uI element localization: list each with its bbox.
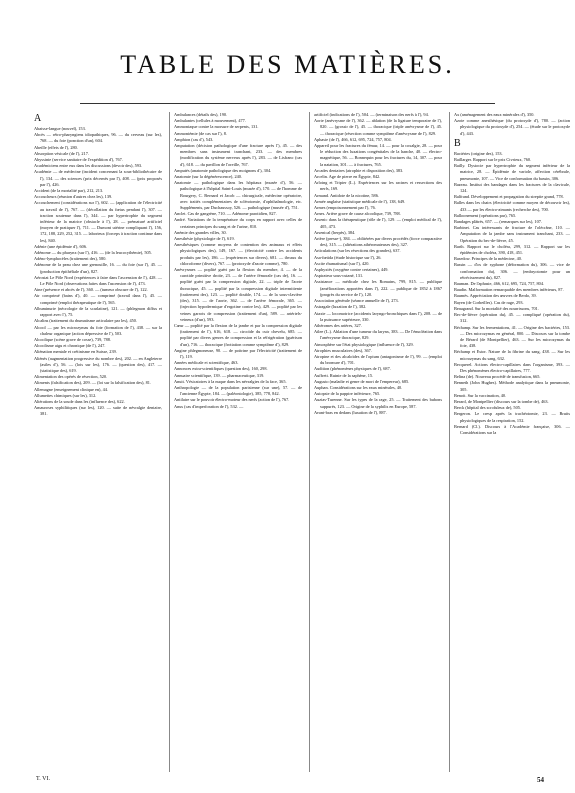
index-entry: Anémie des grandes villes, 30.: [174, 229, 227, 235]
index-entry: Aérostat Le Pôle Nord (expériences à faire dans l'ascension de l'), 428. — Le Pôle Nord (observations faites dans l'ascension de l'), 473.: [34, 274, 162, 287]
index-entry: Arnes. Artère grave de cause alcoolique, 739, 788.: [314, 211, 401, 217]
index-entry: Azote comme anesthésique (du protoxyde d'), 780. — (action physiologique du protoxyde d'), 254. — (étude sur le protoxyde d'), 443.: [454, 118, 570, 136]
index-entry: Bauman. De l'aphasie, 466, 612, 695, 724, 757, 804.: [454, 281, 545, 287]
index-entry: Alcoolisme aigu et chronique (de l'), 247.: [34, 343, 106, 349]
index-entry: Aliments (falsification des), 209. — (loi sur la falsification des), 81.: [34, 380, 151, 386]
index-entry: Anclet. Cas de gangrène, 710. — Adénome parotidien, 827.: [174, 211, 277, 217]
index-entry: Bergeron. Le cresp après la trachéotomie, 23. — Bruits physiologiques de la respiration, 152.: [454, 411, 570, 423]
index-entry: Amputation (décision pathologique d'une fracture après l'), 45. — des membres sans instrument tranchant, 233. — des membres (modification du système nerveux après l'), 283. — de Lisfranc (cas d'), 618. — du pavillon de l'oreille, 767.: [174, 143, 302, 167]
index-entry: Auffrett. Ruinie de la saphène, 15.: [314, 372, 374, 378]
index-entry: Allumettes chimiques (sur les), 312.: [34, 392, 97, 398]
index-entry: Barbinet. Cas intéressants de fracture de l'olécrâne, 110. — Amputation de la jambe sans instrument tranchant, 233. — Opération du bec-de-lièvre, 45.: [454, 225, 570, 243]
index-entry: Accoucheurs (réunion d'autres chez les), 139.: [34, 194, 113, 200]
index-entry: Allemagne (enseignement clinique en), 44.: [34, 386, 108, 392]
index-entry: Bernard (Cl.). Discours à l'Académie française, 306. — Considérations sur la: [454, 423, 570, 435]
index-entry: Athéromes des artères, 327.: [314, 322, 362, 328]
index-entry: Aliénation mentale et crétinisme en Suisse, 239.: [34, 349, 117, 355]
index-entry: Aspirateur sous-cutané, 131.: [314, 273, 364, 279]
index-column-1: [34, 112, 162, 772]
index-entry: Becquerel. Actions électro-capillaires dans l'organisme, 393. — Des phénomènes électro-capillaires, 777.: [454, 361, 570, 373]
index-entry: Balfrand. Développement et propagation du streptie grand, 778.: [454, 194, 564, 200]
index-entry: Benneth (John Hughes). Méthode analytique dans la pneumonie, 305.: [454, 380, 570, 392]
index-entry: Anévrysmes — poplité guéri par la flexion du membre, 4. — de la carotide primitive droite, 23. — de l'artère fémorale (cas de), 16. — poplité guéri par la compression digitale, 22. — triple de l'aorte thoracique, 45. — poplité par la compression digitale intermittente (traitement des), 123. — poplité double, 174. — de la sous-clavière (des), 315. — de l'aorte, 362. — de l'artère fémorale, 365. — (injection hypodermique d'ergotine contre les), 429. — poplité par les veines garrots de compression (traitement d'un), 589. — artériels-veineux (d'un), 593.: [174, 267, 302, 322]
index-entry: Balles dans les chairs (électricité comme moyen de découvrir les), 433 — par les électro-aimants (recherche des), 700.: [454, 200, 570, 212]
index-entry: Ax (aménagement des eaux minérales d'), 350.: [454, 112, 535, 117]
index-entry: Absorption vésicale (de l'), 217.: [34, 150, 89, 156]
index-entry: Armes (empoisonnement par l'), 76.: [314, 205, 376, 211]
index-entry: Angine phlegmoneuse, 90. — de poitrine par l'électricité (traitement de l'), 119.: [174, 347, 302, 359]
index-entry: Amputés (anatomie pathologique des moignons d'), 304.: [174, 167, 272, 173]
index-entry: Anatomie — pathologique dans les hôpitaux (musée d'), 56. — pathologique à l'hôpital Saint-Louis (musée d'), 170. — de l'homme de Bourgery, C. Bernard et Jacob — chirurgicale, médecine opératoire, avec traités complémentaires de sclérotomie, d'ophthalmologie, etc. Suppléments, par Duchaussoy, 526. — pathologique (musée d'), 751.: [174, 180, 302, 211]
index-entry: André. Variations de la température du corps en rapport avec celles de certaines principes du sang et de l'urine, 810.: [174, 217, 302, 229]
index-entry: Benoit. Sur la vaccination, 40.: [454, 392, 507, 398]
index-entry: Basedow. Principes de la médecine, 40.: [454, 256, 522, 262]
index-entry: Ammoniémie (de cas sur l'), 8.: [174, 130, 227, 136]
index-entry: Adéno-lymphocèles (traitement des), 580.: [34, 256, 107, 262]
index-entry: Amphion (cas d'), 543.: [174, 136, 214, 142]
index-entry: Ataxie — locomotrice (accidents laryngo-bronchiques dans l'), 208. — de la puissance supérieure, 330.: [314, 310, 442, 322]
index-entry: Beaugrand. Sur la mortalité des nourrissons, 701.: [454, 305, 539, 311]
column-divider: [449, 112, 450, 772]
index-entry: Abaisse-langue (nouvel), 153.: [34, 126, 86, 131]
section-letter: B: [454, 137, 461, 149]
index-entry: Baumès. Appréciation des œuvres de Berdo, 39.: [454, 293, 537, 299]
index-entry: Anus (cas d'imperforation de l'), 532. —: [174, 403, 244, 409]
index-entry: Berck (hôpital des scrofuleux de), 505.: [454, 405, 521, 411]
index-entry: Adénome — du pharynx (sur l'), 416. — (de la leucocythémie), 505.: [34, 250, 152, 256]
index-entry: Alimentation des opérés de résection, 520.: [34, 374, 108, 380]
index-entry: Annonces extra-scientifiques (question des), 160, 298.: [174, 366, 268, 372]
index-entry: Arloing et Tripier (L.). Expériences sur les racines et ressections des nerfs, 169.: [314, 180, 442, 192]
index-entry: Balloonement (opérations par), 765.: [454, 212, 517, 218]
column-divider: [309, 112, 310, 772]
index-entry: Ammoniaque contre la morsure de serpents, 131.: [174, 124, 259, 130]
index-entry: Asphyxiés (oxygène contre certaines), 449.: [314, 267, 389, 273]
index-entry: Aine (présence et abcès de l'), 360. — (tumeur obscure de l'), 122.: [34, 287, 148, 293]
index-entry: Avant-bras en dedans (luxation de l'), 887.: [314, 409, 387, 415]
index-entry: Académiciens entre eux dans les discussions (devoir des), 593.: [34, 163, 143, 169]
index-entry: Baillarger. Rapport sur le prix Civrieux, 760.: [454, 157, 532, 163]
index-entry: Aliénés (augmentation progressive du nombre des), 202. — en Angleterre (asiles d'), 56. — (lois sur les), 176. — (question des), 417. — (statistique des), 619.: [34, 355, 162, 373]
index-entry: Bassin — d'os de syphone (déformation du), 306. — vice de conformation du), 306. — (embryotomie pour un rétrécissement du), 827.: [454, 262, 570, 280]
index-entry: Adénie (une épidémie d'), 606.: [34, 243, 88, 249]
title-rule: [80, 103, 495, 104]
index-entry: Anatomie (sur la dégénérescence), 240.: [174, 174, 243, 180]
index-entry: Atlee (L.). Ablation d'une tumeur du larynx, 383. — De l'énucléation dans l'anévrysme thoracique, 829.: [314, 329, 442, 341]
index-entry: Anuit. Vésicatoires à la nuque dans les névralgies de la face, 365.: [174, 378, 287, 384]
index-entry: Annuaire scientifique, 139. — pharmaceutique, 319.: [174, 372, 265, 378]
index-entry: Atrophies musculaires (des), 367.: [314, 347, 372, 353]
index-entry: Académie — de médecine (incident concernant la sous-bibliothécaire de l'), 134. — des sciences (prix décernés par l'), 408. — (prix proposés par l'), 426.: [34, 169, 162, 187]
index-entry: Auphan. Considérations sur les eaux minérales, 40.: [314, 384, 403, 390]
index-entry: Anesthésie (physiologie de l'), 619.: [174, 236, 235, 242]
index-entry: Asa-fœtida (étude historique sur l'), 26.: [314, 254, 382, 260]
index-entry: Béchamp et Estor. Nature de la fibrine du sang, 438. — Sur les microzymas du sang, 632.: [454, 349, 570, 361]
index-entry: Abyssinie (service sanitaire de l'expédition d'), 767.: [34, 157, 123, 163]
page-number: 54: [537, 776, 544, 784]
index-entry: Arsenical (herpès), 384.: [314, 229, 356, 235]
index-entry: Bailly. Dystocie par hypertrophie du segment inférieur de la matrice, 28. — Épidémie de variole, affection cérébrale, pneumonie, 107. — Vice de conformation du bassin, 306.: [454, 163, 570, 181]
index-entry: Alcalins (traitement du rhumatisme articulaire par les), 450.: [34, 318, 137, 324]
index-entry: Ascite rhumatismal (sur l'), 420.: [314, 260, 370, 266]
index-entry: Astragale (luxation de l'), 382.: [314, 304, 367, 310]
index-entry: Accouchement (considérations sur l'), 602. — (application de l'électricité au travail de l'), 767. — (décollation du fœtus pendant l'), 307. — traction soutenue dans l'), 344. — par hypertrophie du segment inférieur de la matrice (obstacle à l'), 28. — prématuré artificiel (moyen de pratiquer l'), 711. — Dumont utérine compliquant l'), 156, 172, 188, 229, 252, 315. — laborieux (forceps à traction continue dans les), 840.: [34, 200, 162, 243]
index-entry: Bazeau. Institut des bandages dans les fractures de la clavicule, 124.: [454, 181, 570, 194]
index-entry: artificiel (indications de l'), 504. — (terminaison des nerfs à l'), 94.: [314, 112, 429, 117]
index-entry: Autopsie de la pappire inférieure, 765.: [314, 391, 381, 397]
index-entry: Bandages plâtrés, 657. — (remarques sur les), 107.: [454, 219, 542, 225]
index-entry: Arcelin. Age de pierre en Égypte, 842.: [314, 174, 381, 180]
volume-label: T. VI.: [36, 776, 50, 782]
index-entry: Antilaire sur le pouvoir électro-moteur des nerfs (action de l'), 767.: [174, 397, 290, 403]
index-entry: Abcès — rétro-pharyngiens idiopathiques, 96. — du cerveau (sur les), 768. — du foie (ponction d'un), 604.: [34, 132, 162, 144]
index-entry: Abeille (effets de l'), 280.: [34, 144, 78, 150]
index-entry: Baudin. Malformation remarquable des membres inférieurs, 87.: [454, 287, 564, 293]
index-column-3: [314, 112, 442, 772]
index-entry: Augusto (maladie et genre de mort de l'empereur), 685.: [314, 378, 410, 384]
index-entry: Albuminurie (nécrologie de la scarlatine), 121. — (phlegmon diffus et rapport avec l'), 75.: [34, 305, 162, 318]
index-entry: Assistance — médicale chez les Romains, 799, 815. — publique (améliorations apportées dans l'), 222. — publique de 1852 à 1867 (progrès du service de l'), 120.: [314, 279, 442, 297]
index-entry: Altérations de la soude dans les (influence des), 622.: [34, 398, 125, 404]
index-entry: Articulations (sur les résections des grandes), 637.: [314, 248, 401, 254]
index-entry: Anthropologie — de la population parisienne (sur une), 57. — de l'ancienne Égypte, 184. — (paléontologie), 385, 778, 842.: [174, 384, 302, 397]
index-entry: Association générale (séance annuelle de l'), 273.: [314, 298, 399, 304]
index-entry: Bactéries (origine des), 153.: [454, 150, 503, 156]
index-entry: Amauroses syphilitiques (sur les), 120. — suite de névralgie dentaire, 381.: [34, 405, 162, 417]
index-entry: Barth. Rapport sur le choléra, 299, 312. — Rapport sur les épidémies de choléra, 390, 418, 451.: [454, 243, 570, 256]
index-entry: Alcoolique (scène grave de cosse), 739, 788.: [34, 336, 111, 342]
index-entry: Bayen (de Corbeilles). Cas de rage, 293.: [454, 299, 524, 305]
index-entry: Air comprimé (bains d'), 40. — comprimé (travail dans l'), 45. — comprimé (emploi thérapeutique de l'), 565.: [34, 293, 162, 305]
index-entry: Appareil pour les fractures du fémur, 14. — pour la coxalgie, 28. — pour le réduction des luxations congénitales de la hanche, 40. — électro-magnétique, 56. — Bonnequin pour les fractures du, 14, 307. — pour la natation, 301. — à fractures, 765.: [314, 143, 442, 167]
index-entry: Adénome de la peau chez une grenouille, 16. — du foie (sur l'), 45. — (production épithéliale d'un), 827.: [34, 262, 162, 274]
index-column-4: [454, 112, 570, 772]
index-entry: Atmosphère sur l'état physiologique (influence de l'), 329.: [314, 341, 414, 347]
index-entry: Béchamp. Sur les fermentations, 41. — Origine des bactéries, 153. — Des microzymas en général, 800. — Discours sur la tombe de Bérard (de Montpellier), 463. — Sur les microzymas du foie, 438.: [454, 324, 570, 349]
index-entry: Belina (de). Nouveau procédé de transfusion, 665.: [454, 374, 541, 380]
index-entry: Aorte (anévrysme de l'), 362. — ablation (de la ligature temporaire de l'), 820. — (grossir de l'), 45. — thoracique (triple anévrysme de l'), 45. — thoracique (résection comme symptôme d'anévrysme de l'), 829.: [314, 118, 442, 136]
index-entry: Bec-de-lièvre (opération du), 45. — compliqué (opération du), 312.: [454, 312, 570, 324]
index-entry: Armée anglaise (statistique médicale de l'), 138, 649.: [314, 198, 406, 204]
index-entry: Auzias-Turenne. Sur les types de la rage, 25. — Traitement des bubons suppurés, 123. — Origine de la syphilis en Europe, 587.: [314, 397, 442, 409]
index-entry: Alcool — par les microzymas du foie (formation de l'), 438. — sur la chaleur organique (action dépressive de l'), 503.: [34, 324, 162, 336]
index-entry: Accident (de la mortalité par), 212, 213.: [34, 188, 104, 194]
index-entry: Anesthésiques (comme moyens de contention des animaux et effets physiologiques des), 149, 167. — (électricité contre les accidents produits par les), 186. — (expériences sur divers), 681. — thvaux du chloroforme (divers), 767. — (protoxyde d'azote comme), 780.: [174, 242, 302, 266]
index-entry: Cœur — poplité par la flexion de la jambe et par la compression digitale (traitement de l'), 616, 618. — circoïde du cuir chevelu, 685. — poplité par divers genres de compression et la réfrigération (guérison d'un), 716. — thoracique (frottation comme symptôme d'), 829.: [174, 322, 302, 347]
index-entry: Berard, de Montpellier (discours sur la tombe de), 463.: [454, 398, 549, 404]
index-entry: Atropine et des alcaloïdes de l'opium (antagonisme de l'), 99. — (emploi du bromure d'), 701.: [314, 353, 442, 366]
index-entry: Audition (phénomènes physiques de l'), 687.: [314, 366, 391, 372]
index-entry: Ambulances (détails des), 190.: [174, 112, 228, 117]
index-entry: Armand. Antidote de la nicotine, 586.: [314, 192, 379, 198]
index-entry: Artère (presse-), 384. — oblitérées par divers procédés (force comparative des), 315. — (altérations athéromateuses des), 327.: [314, 236, 442, 248]
section-letter: A: [34, 113, 42, 124]
index-entry: Arsenic dans la thérapeutique (rôle de l'), 129. — (emploi médical de l'), 405, 473.: [314, 217, 442, 229]
index-entry: Aphasie (de l'), 466, 612, 695, 724, 757, 804.: [314, 136, 392, 142]
page-title: TABLE DES MATIÈRES.: [120, 50, 455, 79]
index-entry: Ambulantes (cellules à mouvement), 477.: [174, 118, 246, 124]
column-divider: [169, 112, 170, 772]
index-column-2: [174, 112, 302, 772]
index-entry: Arcades dentaires (atrophie et disposition des), 383.: [314, 167, 404, 173]
index-entry: Années médicale et scientifique, 463.: [174, 360, 239, 366]
